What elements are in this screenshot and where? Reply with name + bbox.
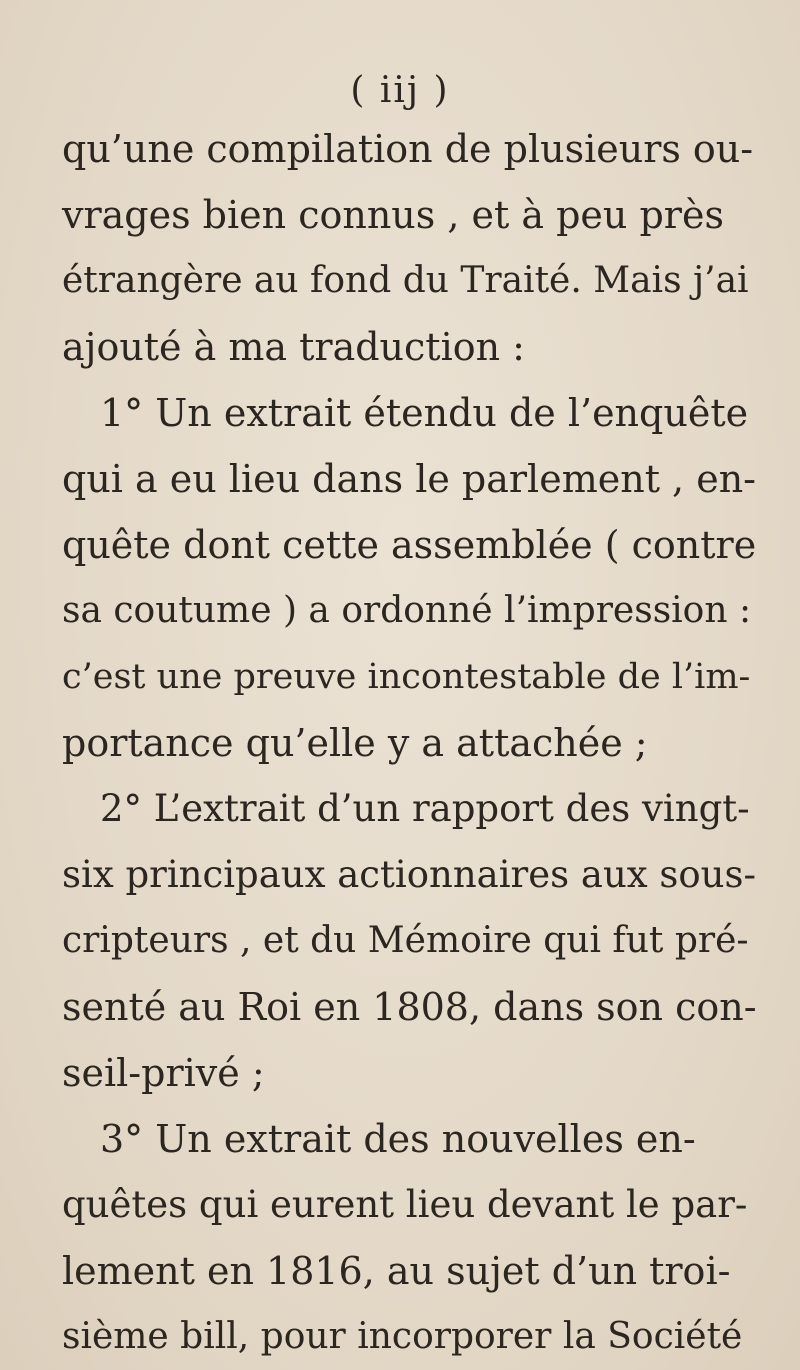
text-line-14: senté au Roi en 1808, dans son con- [62, 985, 757, 1029]
text-line-7: quête dont cette assemblée ( contre [62, 523, 757, 567]
text-line-11: 2° L’extrait d’un rapport des vingt- [100, 787, 750, 830]
text-line-13: cripteurs , et du Mémoire qui fut pré- [62, 920, 749, 961]
page-number-header: ( iij ) [350, 70, 450, 111]
text-line-15: seil-privé ; [62, 1051, 265, 1095]
text-line-19: sième bill, pour incorporer la Société [62, 1316, 743, 1357]
text-line-9: c’est une preuve incontestable de l’im- [62, 657, 751, 697]
text-line-18: lement en 1816, au sujet d’un troi- [62, 1249, 731, 1293]
text-line-17: quêtes qui eurent lieu devant le par- [62, 1183, 748, 1226]
text-line-12: six principaux actionnaires aux sous- [62, 853, 756, 896]
text-line-2: vrages bien connus , et à peu près [62, 193, 724, 237]
text-line-8: sa coutume ) a ordonné l’impression : [62, 590, 752, 631]
text-line-5: 1° Un extrait étendu de l’enquête [100, 391, 749, 435]
text-line-16: 3° Un extrait des nouvelles en- [100, 1117, 696, 1161]
text-line-6: qui a eu lieu dans le parlement , en- [62, 457, 757, 501]
text-line-1: qu’une compilation de plusieurs ou- [62, 127, 754, 171]
text-line-10: portance qu’elle y a attachée ; [62, 721, 648, 765]
text-line-3: étrangère au fond du Traité. Mais j’ai [62, 260, 749, 301]
text-line-4: ajouté à ma traduction : [62, 325, 525, 369]
